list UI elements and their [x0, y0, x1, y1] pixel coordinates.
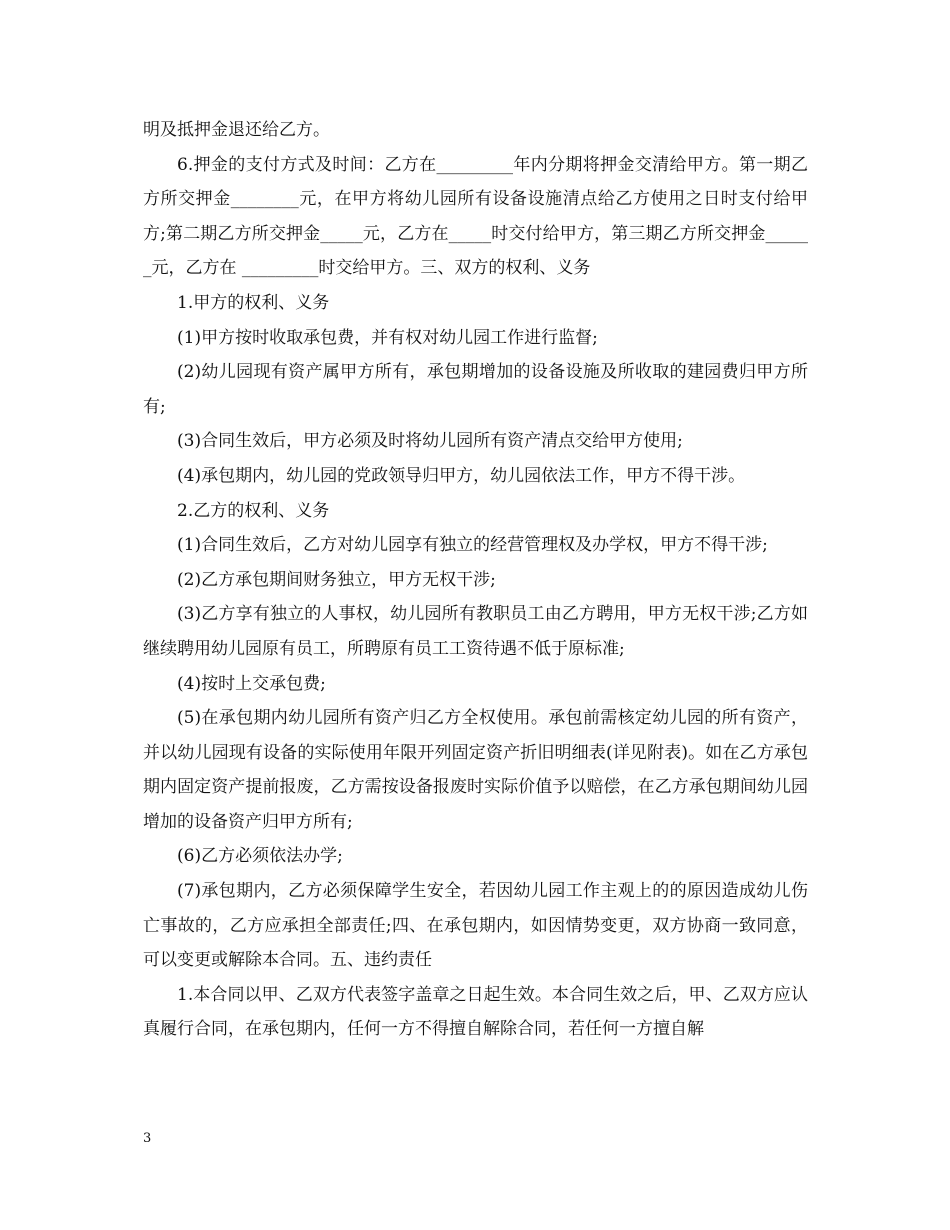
paragraph: (2)幼儿园现有资产属甲方所有，承包期增加的设备设施及所收取的建园费归甲方所有;: [143, 362, 808, 417]
paragraph: (1)甲方按时收取承包费，并有权对幼儿园工作进行监督;: [177, 327, 598, 348]
paragraph: (1)合同生效后，乙方对幼儿园享有独立的经营管理权及办学权，甲方不得干涉;: [177, 535, 768, 556]
paragraph: (4)按时上交承包费;: [177, 673, 326, 694]
paragraph: (6)乙方必须依法办学;: [177, 846, 343, 867]
paragraph: (7)承包期内，乙方必须保障学生安全，若因幼儿园工作主观上的的原因造成幼儿伤亡事故的，乙方应承担全部责任;四、在承包期内，如因情势变更，双方协商一致同意，可以变更或解除本合同。五、违约责任: [143, 881, 808, 971]
paragraph: (2)乙方承包期间财务独立，甲方无权干涉;: [177, 569, 496, 590]
paragraph: (3)乙方享有独立的人事权，幼儿园所有教职员工由乙方聘用，甲方无权干涉;乙方如继续聘用幼儿园原有员工，所聘原有员工工资待遇不低于原标准;: [143, 604, 808, 659]
paragraph: (5)在承包期内幼儿园所有资产归乙方全权使用。承包前需核定幼儿园的所有资产，并以幼儿园现有设备的实际使用年限开列固定资产折旧明细表(详见附表)。如在乙方承包期内固定资产提前报废，乙方需按设备报废时实际价值予以赔偿，在乙方承包期间幼儿园增加的设备资产归甲方所有;: [143, 708, 808, 832]
page-number: 3: [143, 1131, 152, 1146]
document-body: [143, 113, 808, 1047]
paragraph: 6.押金的支付方式及时间：乙方在_________年内分期将押金交清给甲方。第一期乙方所交押金________元，在甲方将幼儿园所有设备设施清点给乙方使用之日时支付给甲方;第二期乙方所交押金_____元，乙方在_____时交付给甲方，第三期乙方所交押金______元，乙方在 _________时交给甲方。三、双方的权利、义务: [143, 154, 808, 279]
section-heading: 2.乙方的权利、义务: [177, 500, 330, 521]
section-heading: 1.甲方的权利、义务: [177, 292, 330, 313]
paragraph: 1.本合同以甲、乙双方代表签字盖章之日起生效。本合同生效之后，甲、乙双方应认真履行合同，在承包期内，任何一方不得擅自解除合同，若任何一方擅自解: [143, 984, 808, 1040]
paragraph: 明及抵押金退还给乙方。: [143, 120, 330, 140]
paragraph: (3)合同生效后，甲方必须及时将幼儿园所有资产清点交给甲方使用;: [177, 431, 683, 452]
paragraph: (4)承包期内，幼儿园的党政领导归甲方，幼儿园依法工作，甲方不得干涉。: [177, 465, 746, 486]
